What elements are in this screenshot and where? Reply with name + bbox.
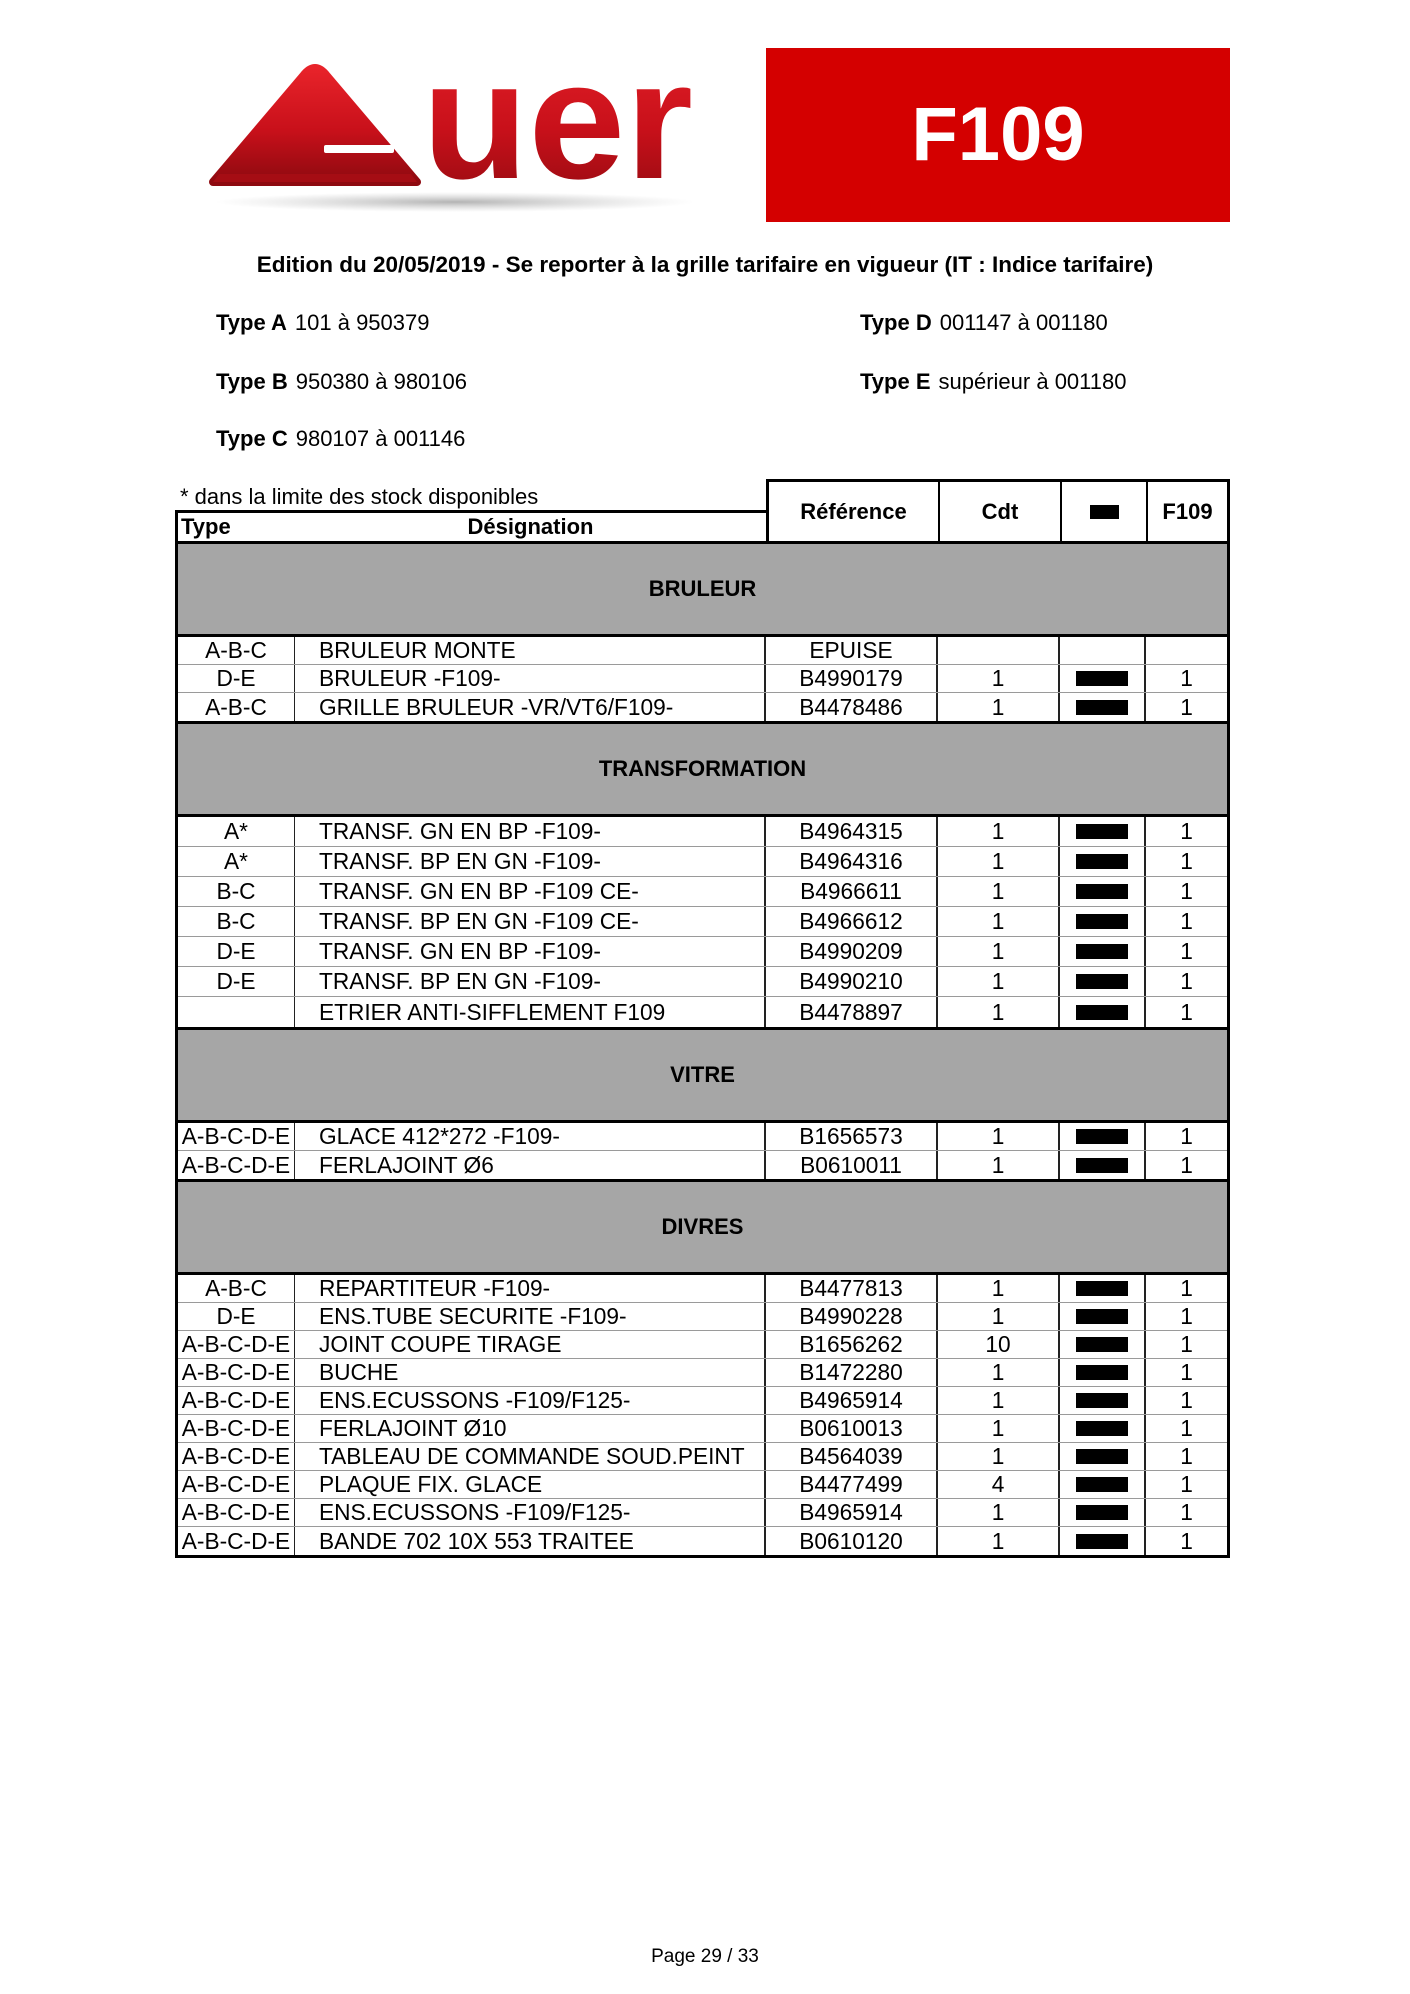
- quantity-cell: 1: [1180, 1527, 1193, 1554]
- cdt-cell: 1: [938, 1123, 1060, 1150]
- type-cell: A-B-C: [178, 1275, 295, 1302]
- designation-cell: BRULEUR MONTE: [295, 637, 766, 664]
- price-mask-cell: [1060, 877, 1146, 906]
- type-cell: A-B-C-D-E: [178, 1151, 295, 1179]
- cdt-cell: 1: [938, 1527, 1060, 1555]
- reference-cell: B4964315: [766, 817, 938, 846]
- designation-cell: FERLAJOINT Ø6: [295, 1151, 766, 1179]
- cdt-cell: 1: [938, 1359, 1060, 1386]
- type-serial-range: 950380 à 980106: [295, 369, 468, 394]
- designation-cell: TABLEAU DE COMMANDE SOUD.PEINT: [295, 1443, 766, 1470]
- section-title: TRANSFORMATION: [178, 721, 1227, 817]
- price-mask-cell: [1060, 693, 1146, 721]
- type-cell: A-B-C-D-E: [178, 1499, 295, 1526]
- designation-cell: TRANSF. GN EN BP -F109 CE-: [295, 877, 766, 906]
- reference-cell: B0610011: [766, 1151, 938, 1179]
- reference-cell: B0610013: [766, 1415, 938, 1442]
- table-header-right: [766, 479, 1230, 544]
- price-mask-cell: [1060, 997, 1146, 1027]
- type-cell: B-C: [178, 877, 295, 906]
- price-mask-block: [1076, 914, 1128, 929]
- cdt-cell: 1: [938, 847, 1060, 876]
- price-mask-block: [1076, 1449, 1128, 1464]
- price-mask-block: [1076, 1505, 1128, 1520]
- quantity-cell: 1: [1180, 848, 1193, 874]
- type-label: Type E: [860, 369, 931, 394]
- cdt-cell: 10: [938, 1331, 1060, 1358]
- table-row: [178, 665, 1227, 693]
- price-mask-block: [1076, 1337, 1128, 1352]
- type-range-b: [216, 370, 467, 394]
- designation-cell: ENS.TUBE SECURITE -F109-: [295, 1303, 766, 1330]
- cdt-cell: 1: [938, 817, 1060, 846]
- type-cell: A-B-C: [178, 637, 295, 664]
- price-mask-block: [1076, 671, 1128, 686]
- cdt-cell: 1: [938, 1151, 1060, 1179]
- type-cell: A-B-C-D-E: [178, 1415, 295, 1442]
- quantity-cell: 1: [1180, 878, 1193, 904]
- quantity-cell: 1: [1180, 693, 1193, 720]
- header-price: [1060, 482, 1146, 541]
- type-range-a: [216, 311, 429, 335]
- table-row: [178, 1123, 1227, 1151]
- table-row: [178, 1471, 1227, 1499]
- designation-cell: REPARTITEUR -F109-: [295, 1275, 766, 1302]
- reference-cell: EPUISE: [766, 637, 938, 664]
- price-mask-cell: [1060, 1499, 1146, 1526]
- price-mask-cell: [1060, 1123, 1146, 1150]
- table-row: [178, 907, 1227, 937]
- designation-cell: TRANSF. BP EN GN -F109-: [295, 967, 766, 996]
- type-cell: [178, 997, 295, 1027]
- designation-cell: TRANSF. GN EN BP -F109-: [295, 937, 766, 966]
- price-mask-cell: [1060, 637, 1146, 664]
- quantity-cell: [1146, 637, 1227, 664]
- price-mask-block: [1076, 854, 1128, 869]
- reference-cell: B4990210: [766, 967, 938, 996]
- type-label: Type B: [216, 369, 288, 394]
- price-mask-cell: [1060, 847, 1146, 876]
- quantity-cell: 1: [1180, 1471, 1193, 1497]
- designation-cell: BRULEUR -F109-: [295, 665, 766, 692]
- designation-cell: TRANSF. BP EN GN -F109 CE-: [295, 907, 766, 936]
- price-mask-cell: [1060, 1527, 1146, 1555]
- type-cell: A-B-C: [178, 693, 295, 721]
- parts-table: [175, 541, 1230, 1558]
- reference-cell: B4990179: [766, 665, 938, 692]
- type-cell: A-B-C-D-E: [178, 1123, 295, 1150]
- type-label: Type D: [860, 310, 932, 335]
- designation-cell: TRANSF. GN EN BP -F109-: [295, 817, 766, 846]
- price-mask-block: [1076, 1365, 1128, 1380]
- type-cell: A*: [178, 817, 295, 846]
- type-cell: A-B-C-D-E: [178, 1387, 295, 1414]
- designation-cell: GRILLE BRULEUR -VR/VT6/F109-: [295, 693, 766, 721]
- logo-a-mark: [213, 68, 417, 182]
- type-range-e: [860, 370, 1126, 394]
- table-row: [178, 997, 1227, 1027]
- type-cell: A-B-C-D-E: [178, 1443, 295, 1470]
- price-mask-cell: [1060, 1303, 1146, 1330]
- quantity-cell: 1: [1180, 908, 1193, 934]
- price-mask-cell: [1060, 1151, 1146, 1179]
- type-cell: B-C: [178, 907, 295, 936]
- price-mask-cell: [1060, 1359, 1146, 1386]
- reference-cell: B1656262: [766, 1331, 938, 1358]
- designation-cell: ENS.ECUSSONS -F109/F125-: [295, 1499, 766, 1526]
- reference-cell: B4990209: [766, 937, 938, 966]
- logo-a-slot: [324, 145, 394, 153]
- header-designation: Désignation: [467, 514, 594, 539]
- quantity-cell: 1: [1180, 1499, 1193, 1525]
- section-vitre: [178, 1027, 1227, 1179]
- type-cell: A*: [178, 847, 295, 876]
- reference-cell: B4478486: [766, 693, 938, 721]
- stock-note: * dans la limite des stock disponibles: [180, 484, 539, 509]
- quantity-cell: 1: [1180, 1359, 1193, 1385]
- section-bruleur: [178, 541, 1227, 721]
- type-label: Type C: [216, 426, 288, 451]
- reference-cell: B1472280: [766, 1359, 938, 1386]
- reference-cell: B4990228: [766, 1303, 938, 1330]
- reference-cell: B4965914: [766, 1387, 938, 1414]
- price-mask-block: [1076, 700, 1128, 715]
- table-row: [178, 1275, 1227, 1303]
- table-row: [178, 1415, 1227, 1443]
- price-mask-cell: [1060, 817, 1146, 846]
- reference-cell: B4965914: [766, 1499, 938, 1526]
- price-mask-cell: [1060, 907, 1146, 936]
- designation-cell: TRANSF. BP EN GN -F109-: [295, 847, 766, 876]
- cdt-cell: 1: [938, 967, 1060, 996]
- quantity-cell: 1: [1180, 968, 1193, 994]
- type-serial-range: supérieur à 001180: [938, 369, 1127, 394]
- type-cell: A-B-C-D-E: [178, 1359, 295, 1386]
- section-divres: [178, 1179, 1227, 1555]
- table-row: [178, 1527, 1227, 1555]
- type-serial-range: 001147 à 001180: [939, 310, 1108, 335]
- type-cell: D-E: [178, 665, 295, 692]
- table-row: [178, 1359, 1227, 1387]
- cdt-cell: 4: [938, 1471, 1060, 1498]
- quantity-cell: 1: [1180, 1387, 1193, 1413]
- price-mask-block: [1076, 1281, 1128, 1296]
- type-serial-range: 101 à 950379: [294, 310, 430, 335]
- header-cdt: Cdt: [938, 482, 1060, 541]
- price-mask-cell: [1060, 1415, 1146, 1442]
- designation-cell: BANDE 702 10X 553 TRAITEE: [295, 1527, 766, 1555]
- type-range-d: [860, 311, 1108, 335]
- reference-cell: B4477499: [766, 1471, 938, 1498]
- table-row: [178, 1443, 1227, 1471]
- page-number: Page 29 / 33: [651, 1946, 759, 1967]
- section-title: VITRE: [178, 1027, 1227, 1123]
- price-mask-block: [1076, 824, 1128, 839]
- designation-cell: FERLAJOINT Ø10: [295, 1415, 766, 1442]
- auer-logo: [205, 52, 700, 217]
- price-mask-cell: [1060, 967, 1146, 996]
- cdt-cell: 1: [938, 1303, 1060, 1330]
- cdt-cell: [938, 637, 1060, 664]
- table-row: [178, 1331, 1227, 1359]
- price-mask-block: [1076, 1309, 1128, 1324]
- reference-cell: B4478897: [766, 997, 938, 1027]
- price-mask-block: [1076, 1129, 1128, 1144]
- type-label: Type A: [216, 310, 287, 335]
- table-header-left: [175, 510, 766, 544]
- edition-notice: Edition du 20/05/2019 - Se reporter à la grille tarifaire en vigueur (IT : Indice tarifaire): [256, 252, 1154, 277]
- table-row: [178, 817, 1227, 847]
- cdt-cell: 1: [938, 877, 1060, 906]
- price-mask-block: [1076, 1534, 1128, 1549]
- table-row: [178, 967, 1227, 997]
- designation-cell: ETRIER ANTI-SIFFLEMENT F109: [295, 997, 766, 1027]
- cdt-cell: 1: [938, 1275, 1060, 1302]
- quantity-cell: 1: [1180, 818, 1193, 844]
- type-cell: A-B-C-D-E: [178, 1471, 295, 1498]
- price-mask-cell: [1060, 1331, 1146, 1358]
- reference-cell: B1656573: [766, 1123, 938, 1150]
- cdt-cell: 1: [938, 1387, 1060, 1414]
- cdt-cell: 1: [938, 1443, 1060, 1470]
- type-serial-range: 980107 à 001146: [295, 426, 466, 451]
- quantity-cell: 1: [1180, 1443, 1193, 1469]
- reference-cell: B4966612: [766, 907, 938, 936]
- quantity-cell: 1: [1180, 665, 1193, 691]
- type-cell: D-E: [178, 1303, 295, 1330]
- quantity-cell: 1: [1180, 1123, 1193, 1149]
- cdt-cell: 1: [938, 1499, 1060, 1526]
- table-row: [178, 1303, 1227, 1331]
- price-mask-block: [1076, 1477, 1128, 1492]
- price-column-mask: [1090, 505, 1119, 519]
- designation-cell: GLACE 412*272 -F109-: [295, 1123, 766, 1150]
- header-reference: Référence: [800, 498, 907, 524]
- reference-cell: B4477813: [766, 1275, 938, 1302]
- price-mask-block: [1076, 944, 1128, 959]
- price-mask-block: [1076, 1005, 1128, 1020]
- table-row: [178, 1151, 1227, 1179]
- type-cell: A-B-C-D-E: [178, 1527, 295, 1555]
- price-mask-cell: [1060, 665, 1146, 692]
- type-cell: D-E: [178, 937, 295, 966]
- price-mask-block: [1076, 884, 1128, 899]
- table-row: [178, 1387, 1227, 1415]
- type-cell: D-E: [178, 967, 295, 996]
- type-cell: A-B-C-D-E: [178, 1331, 295, 1358]
- reference-cell: B4966611: [766, 877, 938, 906]
- quantity-cell: 1: [1180, 1415, 1193, 1441]
- table-row: [178, 937, 1227, 967]
- cdt-cell: 1: [938, 997, 1060, 1027]
- quantity-cell: 1: [1180, 1151, 1193, 1178]
- price-mask-cell: [1060, 1275, 1146, 1302]
- table-row: [178, 1499, 1227, 1527]
- logo-a-base: [213, 174, 417, 182]
- quantity-cell: 1: [1180, 1303, 1193, 1329]
- cdt-cell: 1: [938, 693, 1060, 721]
- table-row: [178, 877, 1227, 907]
- quantity-cell: 1: [1180, 1331, 1193, 1357]
- cdt-cell: 1: [938, 665, 1060, 692]
- price-mask-block: [1076, 1393, 1128, 1408]
- designation-cell: JOINT COUPE TIRAGE: [295, 1331, 766, 1358]
- quantity-cell: 1: [1180, 1275, 1193, 1301]
- table-row: [178, 693, 1227, 721]
- cdt-cell: 1: [938, 907, 1060, 936]
- header-model: F109: [1146, 482, 1227, 541]
- cdt-cell: 1: [938, 937, 1060, 966]
- table-row: [178, 637, 1227, 665]
- section-transformation: [178, 721, 1227, 1027]
- designation-cell: BUCHE: [295, 1359, 766, 1386]
- price-mask-cell: [1060, 937, 1146, 966]
- reference-cell: B4564039: [766, 1443, 938, 1470]
- reference-cell: B4964316: [766, 847, 938, 876]
- price-mask-cell: [1060, 1471, 1146, 1498]
- model-badge: F109: [766, 48, 1230, 222]
- reference-cell: B0610120: [766, 1527, 938, 1555]
- price-mask-block: [1076, 974, 1128, 989]
- type-range-c: [216, 427, 465, 451]
- quantity-cell: 1: [1180, 998, 1193, 1025]
- price-mask-cell: [1060, 1443, 1146, 1470]
- price-mask-block: [1076, 1158, 1128, 1173]
- logo-wordmark: uer: [422, 52, 693, 214]
- quantity-cell: 1: [1180, 938, 1193, 964]
- section-title: DIVRES: [178, 1179, 1227, 1275]
- header-type: Type: [181, 514, 231, 539]
- cdt-cell: 1: [938, 1415, 1060, 1442]
- section-title: BRULEUR: [178, 541, 1227, 637]
- designation-cell: PLAQUE FIX. GLACE: [295, 1471, 766, 1498]
- designation-cell: ENS.ECUSSONS -F109/F125-: [295, 1387, 766, 1414]
- price-mask-cell: [1060, 1387, 1146, 1414]
- price-mask-block: [1076, 1421, 1128, 1436]
- table-row: [178, 847, 1227, 877]
